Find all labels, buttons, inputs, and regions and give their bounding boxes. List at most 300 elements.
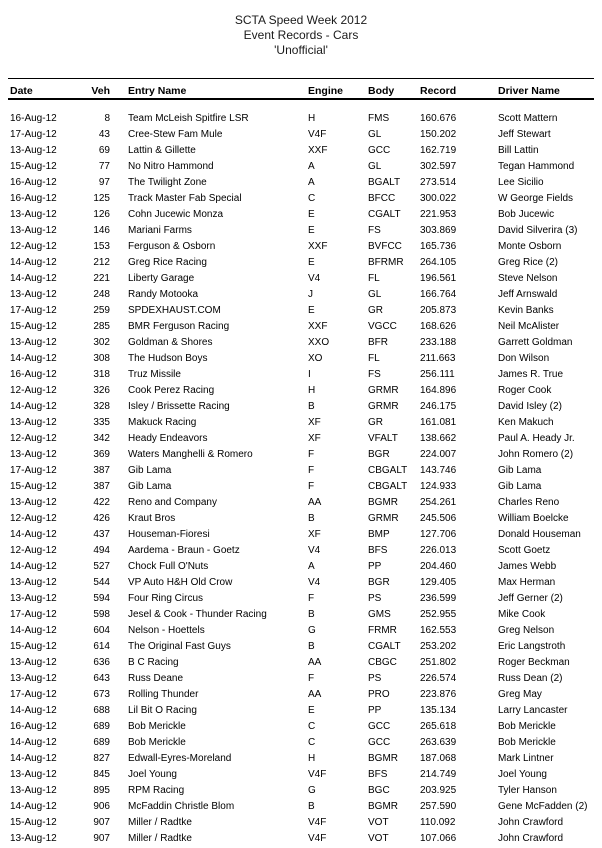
cell-engine: A [308,160,315,172]
cell-driver: Mark Lintner [498,752,554,764]
cell-body: BGMR [368,800,398,812]
table-row [8,366,594,382]
cell-body: GCC [368,736,391,748]
cell-body: FRMR [368,624,397,636]
cell-engine: C [308,736,316,748]
table-row [8,814,594,830]
cell-veh: 212 [93,256,110,268]
table-header-row [8,78,594,100]
cell-entry: Gib Lama [128,480,172,492]
cell-driver: Mike Cook [498,608,546,620]
records-table [8,78,594,846]
cell-entry: Gib Lama [128,464,172,476]
cell-veh: 328 [93,400,110,412]
cell-veh: 673 [93,688,110,700]
cell-body: GMS [368,608,391,620]
cell-date: 13-Aug-12 [10,336,57,348]
table-row [8,238,594,254]
table-row [8,190,594,206]
cell-record: 256.111 [420,368,455,380]
cell-engine: F [308,480,315,492]
table-row [8,526,594,542]
table-row [8,142,594,158]
table-row [8,622,594,638]
cell-record: 166.764 [420,288,457,300]
table-row [8,766,594,782]
cell-date: 15-Aug-12 [10,640,57,652]
cell-date: 14-Aug-12 [10,560,57,572]
cell-engine: G [308,784,316,796]
table-row [8,478,594,494]
cell-date: 15-Aug-12 [10,320,57,332]
cell-veh: 907 [93,816,110,828]
cell-engine: A [308,560,315,572]
cell-veh: 259 [93,304,110,316]
table-row [8,270,594,286]
cell-date: 13-Aug-12 [10,656,57,668]
title-line-status: 'Unofficial' [274,43,328,57]
cell-veh: 302 [93,336,110,348]
cell-veh: 8 [104,112,110,124]
cell-date: 12-Aug-12 [10,384,57,396]
cell-record: 165.736 [420,240,457,252]
table-row [8,718,594,734]
cell-date: 14-Aug-12 [10,736,57,748]
cell-engine: V4F [308,832,327,844]
cell-entry: Bob Merickle [128,720,186,732]
cell-engine: XF [308,528,321,540]
cell-date: 16-Aug-12 [10,112,57,124]
cell-record: 236.599 [420,592,457,604]
table-row [8,302,594,318]
table-row [8,654,594,670]
cell-driver: Gene McFadden (2) [498,800,588,812]
cell-record: 211.663 [420,352,456,364]
table-row [8,590,594,606]
table-row [8,734,594,750]
cell-driver: Paul A. Heady Jr. [498,432,575,444]
column-header-date: Date [10,85,33,97]
cell-veh: 614 [93,640,110,652]
cell-body: CGALT [368,640,401,652]
cell-date: 13-Aug-12 [10,448,57,460]
cell-driver: Larry Lancaster [498,704,568,716]
cell-driver: Jeff Arnswald [498,288,558,300]
cell-engine: B [308,400,315,412]
cell-body: GCC [368,144,391,156]
cell-record: 203.925 [420,784,457,796]
cell-engine: H [308,752,316,764]
cell-engine: E [308,208,315,220]
cell-entry: Goldman & Shores [128,336,213,348]
table-row [8,414,594,430]
cell-entry: Edwall-Eyres-Moreland [128,752,232,764]
cell-driver: James R. True [498,368,564,380]
cell-veh: 308 [93,352,110,364]
table-row [8,702,594,718]
cell-record: 168.626 [420,320,457,332]
cell-veh: 845 [93,768,110,780]
column-header-entry: Entry Name [128,85,187,97]
cell-driver: Bill Lattin [498,144,539,156]
table-row [8,686,594,702]
cell-driver: Tegan Hammond [498,160,575,172]
cell-record: 273.514 [420,176,457,188]
cell-date: 17-Aug-12 [10,304,57,316]
cell-body: GRMR [368,400,399,412]
cell-veh: 636 [93,656,110,668]
cell-driver: Kevin Banks [498,304,554,316]
cell-body: BMP [368,528,390,540]
cell-engine: F [308,448,315,460]
cell-entry: Joel Young [128,768,177,780]
table-row [8,126,594,142]
cell-record: 161.081 [420,416,457,428]
cell-engine: V4 [308,576,321,588]
cell-body: GL [368,288,382,300]
cell-entry: Bob Merickle [128,736,186,748]
cell-veh: 426 [93,512,110,524]
cell-veh: 126 [93,208,110,220]
cell-driver: Russ Dean (2) [498,672,563,684]
table-row [8,830,594,846]
cell-driver: Greg Nelson [498,624,555,636]
cell-body: VFALT [368,432,398,444]
cell-veh: 221 [93,272,110,284]
cell-date: 15-Aug-12 [10,816,57,828]
cell-engine: XO [308,352,323,364]
table-row [8,350,594,366]
cell-body: BFCC [368,192,396,204]
cell-body: PP [368,704,382,716]
cell-body: FMS [368,112,390,124]
cell-entry: Rolling Thunder [128,688,199,700]
cell-entry: Liberty Garage [128,272,195,284]
cell-record: 254.261 [420,496,457,508]
cell-entry: Lattin & Gillette [128,144,196,156]
cell-engine: V4F [308,128,327,140]
table-row [8,254,594,270]
cell-body: CGALT [368,208,401,220]
cell-engine: XF [308,432,321,444]
cell-date: 12-Aug-12 [10,432,57,444]
cell-entry: The Twilight Zone [128,176,207,188]
cell-veh: 689 [93,720,110,732]
cell-date: 14-Aug-12 [10,272,57,284]
cell-body: VOT [368,816,389,828]
cell-engine: C [308,720,316,732]
cell-date: 17-Aug-12 [10,464,57,476]
cell-veh: 43 [98,128,110,140]
cell-entry: Jesel & Cook - Thunder Racing [128,608,267,620]
cell-driver: Steve Nelson [498,272,558,284]
cell-veh: 643 [93,672,110,684]
cell-driver: James Webb [498,560,557,572]
cell-date: 14-Aug-12 [10,352,57,364]
cell-engine: I [308,368,311,380]
table-row [8,782,594,798]
cell-record: 127.706 [420,528,457,540]
column-header-engine: Engine [308,85,344,97]
cell-record: 160.676 [420,112,457,124]
cell-driver: Jeff Gerner (2) [498,592,563,604]
cell-driver: Gib Lama [498,464,542,476]
table-row [8,110,594,126]
table-row [8,750,594,766]
cell-record: 263.639 [420,736,457,748]
cell-engine: V4 [308,272,321,284]
cell-date: 13-Aug-12 [10,416,57,428]
column-header-veh: Veh [91,85,110,97]
cell-date: 14-Aug-12 [10,800,57,812]
cell-date: 16-Aug-12 [10,176,57,188]
cell-engine: E [308,304,315,316]
cell-date: 13-Aug-12 [10,768,57,780]
cell-date: 14-Aug-12 [10,256,57,268]
cell-date: 13-Aug-12 [10,784,57,796]
cell-entry: Cook Perez Racing [128,384,215,396]
cell-body: CBGALT [368,480,408,492]
cell-record: 187.068 [420,752,457,764]
cell-driver: John Crawford [498,816,564,828]
cell-date: 16-Aug-12 [10,720,57,732]
cell-record: 223.876 [420,688,457,700]
cell-body: BGR [368,448,390,460]
cell-engine: J [308,288,313,300]
cell-entry: Kraut Bros [128,512,176,524]
cell-veh: 387 [93,464,110,476]
cell-body: GCC [368,720,391,732]
cell-date: 14-Aug-12 [10,624,57,636]
cell-record: 204.460 [420,560,457,572]
cell-record: 129.405 [420,576,457,588]
cell-date: 13-Aug-12 [10,832,57,844]
cell-entry: The Original Fast Guys [128,640,231,652]
cell-driver: Greg May [498,688,542,700]
cell-driver: Greg Rice (2) [498,256,559,268]
cell-body: BFR [368,336,388,348]
cell-veh: 906 [93,800,110,812]
cell-body: GL [368,160,382,172]
cell-record: 257.590 [420,800,457,812]
cell-entry: Randy Motooka [128,288,199,300]
cell-driver: Eric Langstroth [498,640,566,652]
cell-date: 13-Aug-12 [10,576,57,588]
cell-record: 150.202 [420,128,457,140]
cell-engine: C [308,192,316,204]
cell-entry: Cohn Jucewic Monza [128,208,224,220]
cell-body: GL [368,128,382,140]
cell-driver: Bob Merickle [498,736,556,748]
cell-veh: 153 [93,240,110,252]
cell-driver: Garrett Goldman [498,336,573,348]
cell-driver: Roger Cook [498,384,552,396]
cell-driver: David Silverira (3) [498,224,578,236]
cell-engine: B [308,608,315,620]
cell-body: GRMR [368,512,399,524]
cell-body: BFRMR [368,256,404,268]
cell-body: BVFCC [368,240,402,252]
cell-driver: Neil McAlister [498,320,560,332]
table-row [8,222,594,238]
cell-driver: Monte Osborn [498,240,562,252]
cell-veh: 422 [93,496,110,508]
cell-veh: 69 [98,144,110,156]
cell-date: 14-Aug-12 [10,528,57,540]
table-row [8,606,594,622]
cell-veh: 369 [93,448,110,460]
cell-record: 253.202 [420,640,457,652]
cell-engine: XXF [308,320,328,332]
cell-body: VGCC [368,320,397,332]
table-body [8,100,594,846]
cell-record: 224.007 [420,448,457,460]
cell-engine: F [308,464,315,476]
cell-driver: William Boelcke [498,512,569,524]
cell-record: 135.134 [420,704,457,716]
cell-engine: E [308,704,315,716]
cell-veh: 248 [93,288,110,300]
cell-entry: The Hudson Boys [128,352,208,364]
cell-driver: Scott Mattern [498,112,558,124]
cell-body: BFS [368,544,388,556]
column-header-body: Body [368,85,395,97]
cell-engine: AA [308,688,322,700]
cell-veh: 318 [93,368,110,380]
cell-date: 13-Aug-12 [10,496,57,508]
table-row [8,542,594,558]
cell-entry: Miller / Radtke [128,832,192,844]
cell-veh: 594 [93,592,110,604]
cell-body: GR [368,416,383,428]
cell-entry: Mariani Farms [128,224,192,236]
table-row [8,286,594,302]
cell-driver: Gib Lama [498,480,542,492]
cell-date: 13-Aug-12 [10,208,57,220]
cell-entry: Heady Endeavors [128,432,208,444]
cell-entry: No Nitro Hammond [128,160,214,172]
cell-entry: Four Ring Circus [128,592,204,604]
cell-entry: McFaddin Christle Blom [128,800,235,812]
cell-date: 13-Aug-12 [10,672,57,684]
table-row [8,318,594,334]
cell-driver: John Crawford [498,832,564,844]
cell-entry: Nelson - Hoettels [128,624,205,636]
cell-driver: Max Herman [498,576,556,588]
cell-driver: John Romero (2) [498,448,574,460]
cell-driver: Bob Jucewic [498,208,555,220]
cell-body: BGALT [368,176,401,188]
cell-body: PRO [368,688,390,700]
cell-entry: Ferguson & Osborn [128,240,216,252]
table-row [8,638,594,654]
cell-date: 12-Aug-12 [10,544,57,556]
cell-record: 221.953 [420,208,457,220]
cell-engine: XF [308,416,321,428]
cell-body: VOT [368,832,389,844]
cell-record: 226.013 [420,544,457,556]
cell-record: 124.933 [420,480,457,492]
cell-veh: 335 [93,416,110,428]
cell-entry: BMR Ferguson Racing [128,320,230,332]
cell-body: FS [368,224,381,236]
cell-record: 300.022 [420,192,457,204]
cell-engine: G [308,624,316,636]
cell-driver: Don Wilson [498,352,550,364]
cell-engine: AA [308,496,322,508]
cell-entry: Truz Missile [128,368,181,380]
cell-record: 143.746 [420,464,457,476]
cell-body: BGC [368,784,390,796]
cell-record: 110.092 [420,816,456,828]
cell-engine: E [308,224,315,236]
table-row [8,206,594,222]
cell-driver: Tyler Hanson [498,784,557,796]
cell-engine: H [308,384,316,396]
cell-body: GRMR [368,384,399,396]
column-header-record: Record [420,85,457,97]
cell-engine: H [308,112,316,124]
cell-engine: V4F [308,816,327,828]
cell-entry: Houseman-Fioresi [128,528,210,540]
cell-record: 245.506 [420,512,457,524]
table-row [8,382,594,398]
cell-record: 205.873 [420,304,457,316]
cell-veh: 125 [93,192,110,204]
cell-date: 15-Aug-12 [10,160,57,172]
cell-entry: Isley / Brissette Racing [128,400,230,412]
cell-engine: B [308,640,315,652]
table-row [8,510,594,526]
cell-body: BFS [368,768,388,780]
cell-body: FL [368,352,380,364]
cell-veh: 285 [93,320,110,332]
cell-date: 13-Aug-12 [10,592,57,604]
cell-date: 16-Aug-12 [10,192,57,204]
cell-engine: V4 [308,544,321,556]
cell-veh: 689 [93,736,110,748]
cell-entry: Lil Bit O Racing [128,704,197,716]
cell-body: GR [368,304,383,316]
cell-entry: Greg Rice Racing [128,256,207,268]
cell-engine: B [308,800,315,812]
cell-engine: B [308,512,315,524]
cell-driver: Roger Beckman [498,656,570,668]
cell-engine: F [308,672,315,684]
cell-body: FL [368,272,380,284]
cell-date: 12-Aug-12 [10,512,57,524]
cell-date: 17-Aug-12 [10,128,57,140]
cell-driver: Joel Young [498,768,547,780]
cell-record: 214.749 [420,768,457,780]
cell-date: 12-Aug-12 [10,240,57,252]
cell-date: 14-Aug-12 [10,752,57,764]
table-row [8,558,594,574]
cell-driver: Lee Sicilio [498,176,544,188]
cell-entry: Team McLeish Spitfire LSR [128,112,249,124]
cell-engine: XXO [308,336,330,348]
cell-veh: 688 [93,704,110,716]
cell-engine: V4F [308,768,327,780]
cell-driver: Donald Houseman [498,528,581,540]
cell-entry: Aardema - Braun - Goetz [128,544,240,556]
cell-veh: 907 [93,832,110,844]
cell-record: 164.896 [420,384,457,396]
cell-entry: Track Master Fab Special [128,192,242,204]
cell-date: 13-Aug-12 [10,288,57,300]
table-row [8,334,594,350]
cell-record: 265.618 [420,720,457,732]
